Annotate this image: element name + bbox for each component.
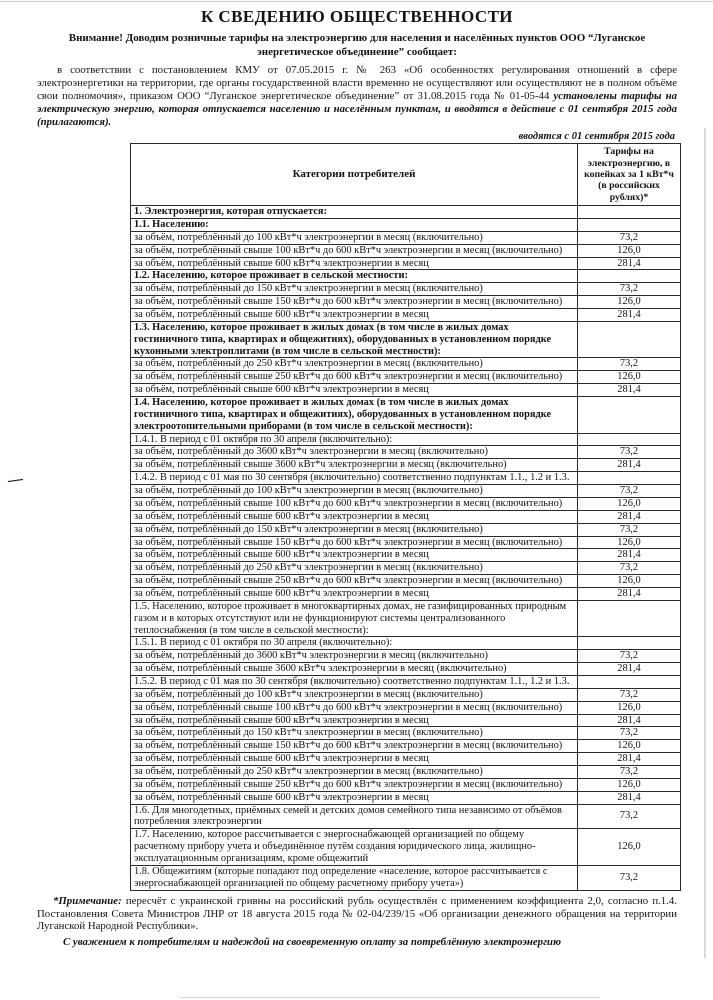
tariff-value-cell: 126,0 — [578, 371, 681, 384]
category-cell: за объём, потреблённый до 100 кВт*ч электроэнергии в месяц (включительно) — [131, 231, 578, 244]
tariff-value-cell: 281,4 — [578, 384, 681, 397]
table-row — [131, 714, 681, 727]
intro-bold-italic-text: установлены тарифы на электрическую энергию, которая отпускается населению и населённым пунктам, и вводятся в действие с 01 сентября 2015 года (прилагаются). — [37, 89, 677, 129]
category-cell: за объём, потреблённый свыше 600 кВт*ч электроэнергии в месяц — [131, 753, 578, 766]
table-row — [131, 296, 681, 309]
page-title: К СВЕДЕНИЮ ОБЩЕСТВЕННОСТИ — [201, 7, 513, 26]
category-cell: 1.4.2. В период с 01 мая по 30 сентября (включительно) соответственно подпунктам 1.1., 1.2 и 1.3. — [131, 472, 578, 485]
category-cell: за объём, потреблённый свыше 600 кВт*ч электроэнергии в месяц — [131, 309, 578, 322]
table-row — [131, 384, 681, 397]
tariff-value-cell: 73,2 — [578, 727, 681, 740]
table-row — [131, 497, 681, 510]
category-cell: за объём, потреблённый свыше 600 кВт*ч электроэнергии в месяц — [131, 714, 578, 727]
scan-edge-bottom — [180, 997, 600, 998]
category-cell: за объём, потреблённый свыше 600 кВт*ч электроэнергии в месяц — [131, 791, 578, 804]
tariff-value-cell: 126,0 — [578, 575, 681, 588]
tariff-value-cell: 73,2 — [578, 231, 681, 244]
tariff-value-cell — [578, 600, 681, 637]
category-cell: 1.8. Общежитиям (которые попадают под определение «население, которое рассчитывается с энергоснабжающей организацией по общему расчетному прибору учета») — [131, 865, 578, 890]
category-cell: за объём, потреблённый до 150 кВт*ч электроэнергии в месяц (включительно) — [131, 727, 578, 740]
tariff-value-cell: 73,2 — [578, 562, 681, 575]
tariff-value-cell: 281,4 — [578, 587, 681, 600]
tariff-value-cell: 281,4 — [578, 549, 681, 562]
footnote-prefix: *Примечание: — [53, 894, 122, 907]
attention-notice: Внимание! Доводим розничные тарифы на электроэнергию для населения и населённых пунктов ООО “Луганское энергетическое объединение” сообщает: — [68, 32, 646, 58]
table-row — [131, 562, 681, 575]
table-row — [131, 675, 681, 688]
category-cell: 1.7. Населению, которое рассчитывается с энергоснабжающей организацией по общему расчетному прибору учета и объединённое путём создания юридического лица, жилищно-эксплуатационным организациям, кроме общежитий — [131, 829, 578, 866]
table-row — [131, 283, 681, 296]
tariff-value-cell: 281,4 — [578, 309, 681, 322]
handwritten-mark: — — [6, 471, 24, 489]
table-row — [131, 397, 681, 434]
tariff-value-cell: 281,4 — [578, 257, 681, 270]
table-row — [131, 536, 681, 549]
tariff-value-cell: 126,0 — [578, 829, 681, 866]
closing-line: С уважением к потребителям и надеждой на своевременную оплату за потреблённую электроэнергию — [63, 936, 561, 949]
categories-column-header: Категории потребителей — [131, 144, 578, 206]
category-cell: за объём, потреблённый до 250 кВт*ч электроэнергии в месяц (включительно) — [131, 562, 578, 575]
table-row — [131, 219, 681, 232]
category-cell: за объём, потреблённый до 100 кВт*ч электроэнергии в месяц (включительно) — [131, 485, 578, 498]
category-cell: за объём, потреблённый свыше 3600 кВт*ч электроэнергии в месяц (включительно) — [131, 459, 578, 472]
table-row — [131, 865, 681, 890]
table-row — [131, 433, 681, 446]
tariff-value-cell: 281,4 — [578, 510, 681, 523]
category-cell: за объём, потреблённый до 100 кВт*ч электроэнергии в месяц (включительно) — [131, 688, 578, 701]
tariff-value-cell: 73,2 — [578, 804, 681, 829]
category-cell: за объём, потреблённый свыше 150 кВт*ч до 600 кВт*ч электроэнергии в месяц (включительно) — [131, 740, 578, 753]
table-row — [131, 804, 681, 829]
tariff-value-cell: 126,0 — [578, 740, 681, 753]
category-cell: за объём, потреблённый свыше 150 кВт*ч до 600 кВт*ч электроэнергии в месяц (включительно) — [131, 296, 578, 309]
intro-regular-text: в соответствии с постановлением КМУ от 07.05.2015 г. № 263 «Об особенностях регулирования отношений в сфере электроэнергетики на территории, где органы государственной власти временно не осуществляют или осуществляют не в полном объёме свои полномочия», приказом ООО “Луганское энергетическое объединение” от 31.08.2015 года № 01-05-44 — [37, 63, 677, 102]
table-row — [131, 510, 681, 523]
table-row — [131, 321, 681, 358]
tariff-value-cell — [578, 206, 681, 219]
tariff-value-cell: 281,4 — [578, 791, 681, 804]
tariff-value-cell: 73,2 — [578, 865, 681, 890]
tariff-value-cell: 73,2 — [578, 485, 681, 498]
tariff-value-cell: 73,2 — [578, 650, 681, 663]
category-cell: за объём, потреблённый свыше 100 кВт*ч до 600 кВт*ч электроэнергии в месяц (включительно) — [131, 244, 578, 257]
tariff-value-cell — [578, 675, 681, 688]
tariff-value-cell: 73,2 — [578, 283, 681, 296]
tariff-value-cell — [578, 637, 681, 650]
category-cell: за объём, потреблённый свыше 150 кВт*ч до 600 кВт*ч электроэнергии в месяц (включительно) — [131, 536, 578, 549]
category-cell: 1.5.2. В период с 01 мая по 30 сентября (включительно) соответственно подпунктам 1.1., 1.2 и 1.3. — [131, 675, 578, 688]
table-row — [131, 257, 681, 270]
table-row — [131, 663, 681, 676]
tariff-value-cell — [578, 397, 681, 434]
table-row — [131, 358, 681, 371]
table-row — [131, 446, 681, 459]
table-row — [131, 587, 681, 600]
category-cell: 1.1. Населению: — [131, 219, 578, 232]
tariff-value-cell: 73,2 — [578, 523, 681, 536]
tariff-value-cell: 281,4 — [578, 459, 681, 472]
tariff-value-cell: 281,4 — [578, 663, 681, 676]
category-cell: 1.4. Населению, которое проживает в жилых домах (в том числе в жилых домах гостиничного типа, квартирах и общежитиях), оборудованных в установленном порядке электроотопительными приборами (в том числе в сельской местности): — [131, 397, 578, 434]
tariff-value-cell: 126,0 — [578, 536, 681, 549]
category-cell: за объём, потреблённый свыше 600 кВт*ч электроэнергии в месяц — [131, 587, 578, 600]
category-cell: 1.5. Населению, которое проживает в многоквартирных домах, не газифицированных природным газом и в которых отсутствуют или не функционируют системы централизованного теплоснабжения (в том числе в сельской местности): — [131, 600, 578, 637]
category-cell: 1.5.1. В период с 01 октября по 30 апреля (включительно): — [131, 637, 578, 650]
table-row — [131, 765, 681, 778]
category-cell: за объём, потреблённый свыше 100 кВт*ч до 600 кВт*ч электроэнергии в месяц (включительно) — [131, 701, 578, 714]
category-cell: за объём, потреблённый свыше 600 кВт*ч электроэнергии в месяц — [131, 549, 578, 562]
category-cell: 1.4.1. В период с 01 октября по 30 апреля (включительно): — [131, 433, 578, 446]
category-cell: за объём, потреблённый до 3600 кВт*ч электроэнергии в месяц (включительно) — [131, 650, 578, 663]
tariff-value-cell — [578, 433, 681, 446]
category-cell: 1.6. Для многодетных, приёмных семей и детских домов семейного типа независимо от объёмов потребления электроэнергии — [131, 804, 578, 829]
category-cell: за объём, потреблённый до 250 кВт*ч электроэнергии в месяц (включительно) — [131, 358, 578, 371]
table-row — [131, 523, 681, 536]
table-row — [131, 637, 681, 650]
category-cell: за объём, потреблённый свыше 250 кВт*ч до 600 кВт*ч электроэнергии в месяц (включительно) — [131, 371, 578, 384]
effective-date-note: вводятся с 01 сентября 2015 года — [518, 131, 675, 143]
tariff-value-cell: 126,0 — [578, 701, 681, 714]
tariff-value-cell: 281,4 — [578, 714, 681, 727]
tariff-value-cell — [578, 321, 681, 358]
category-cell: 1.3. Населению, которое проживает в жилых домах (в том числе в жилых домах гостиничного типа, квартирах и общежитиях), оборудованных в установленном порядке кухонными электроплитами (в том числе в сельской местности): — [131, 321, 578, 358]
category-cell: за объём, потреблённый свыше 600 кВт*ч электроэнергии в месяц — [131, 384, 578, 397]
category-cell: за объём, потреблённый свыше 250 кВт*ч до 600 кВт*ч электроэнергии в месяц (включительно) — [131, 778, 578, 791]
category-cell: за объём, потреблённый до 250 кВт*ч электроэнергии в месяц (включительно) — [131, 765, 578, 778]
table-row — [131, 459, 681, 472]
tariff-value-cell: 126,0 — [578, 497, 681, 510]
table-row — [131, 701, 681, 714]
table-row — [131, 791, 681, 804]
table-row — [131, 650, 681, 663]
table-row — [131, 244, 681, 257]
table-row — [131, 575, 681, 588]
table-row — [131, 270, 681, 283]
table-row — [131, 472, 681, 485]
table-row — [131, 309, 681, 322]
footnote-text: пересчёт с украинской гривны на российский рубль осуществлён с применением коэффициента 2,0, согласно п.1.4. Постановления Совета Министров ЛНР от 18 августа 2015 года № 02-04/239/15 «Об организации денежного обращения на территории Луганской Народной Республики». — [37, 894, 677, 933]
category-cell: 1.2. Населению, которое проживает в сельской местности: — [131, 270, 578, 283]
table-row — [131, 600, 681, 637]
footnote — [37, 895, 677, 934]
table-row — [131, 727, 681, 740]
table-header-row — [131, 144, 681, 206]
category-cell: за объём, потреблённый свыше 600 кВт*ч электроэнергии в месяц — [131, 510, 578, 523]
category-cell: за объём, потреблённый свыше 250 кВт*ч до 600 кВт*ч электроэнергии в месяц (включительно) — [131, 575, 578, 588]
tariff-value-cell — [578, 270, 681, 283]
tariff-table — [130, 143, 681, 890]
tariff-value-cell: 126,0 — [578, 296, 681, 309]
table-row — [131, 206, 681, 219]
category-cell: за объём, потреблённый до 150 кВт*ч электроэнергии в месяц (включительно) — [131, 523, 578, 536]
tariff-value-cell — [578, 472, 681, 485]
category-cell: за объём, потреблённый свыше 600 кВт*ч электроэнергии в месяц — [131, 257, 578, 270]
table-row — [131, 231, 681, 244]
tariff-value-cell: 73,2 — [578, 358, 681, 371]
category-cell: за объём, потреблённый свыше 100 кВт*ч до 600 кВт*ч электроэнергии в месяц (включительно) — [131, 497, 578, 510]
category-cell: 1. Электроэнергия, которая отпускается: — [131, 206, 578, 219]
table-row — [131, 753, 681, 766]
category-cell: за объём, потреблённый свыше 3600 кВт*ч электроэнергии в месяц (включительно) — [131, 663, 578, 676]
tariff-value-cell: 126,0 — [578, 244, 681, 257]
intro-paragraph — [37, 64, 677, 130]
table-row — [131, 829, 681, 866]
tariff-value-cell: 73,2 — [578, 765, 681, 778]
table-row — [131, 688, 681, 701]
tariff-value-cell — [578, 219, 681, 232]
tariff-column-header: Тарифы на электроэнергию, в копейках за 1 кВт*ч (в российских рублях)* — [578, 144, 681, 206]
category-cell: за объём, потреблённый до 150 кВт*ч электроэнергии в месяц (включительно) — [131, 283, 578, 296]
table-row — [131, 485, 681, 498]
table-row — [131, 549, 681, 562]
tariff-value-cell: 126,0 — [578, 778, 681, 791]
tariff-value-cell: 73,2 — [578, 446, 681, 459]
table-row — [131, 371, 681, 384]
table-row — [131, 740, 681, 753]
category-cell: за объём, потреблённый до 3600 кВт*ч электроэнергии в месяц (включительно) — [131, 446, 578, 459]
tariff-value-cell: 73,2 — [578, 688, 681, 701]
table-row — [131, 778, 681, 791]
tariff-table-body — [131, 206, 681, 890]
tariff-value-cell: 281,4 — [578, 753, 681, 766]
